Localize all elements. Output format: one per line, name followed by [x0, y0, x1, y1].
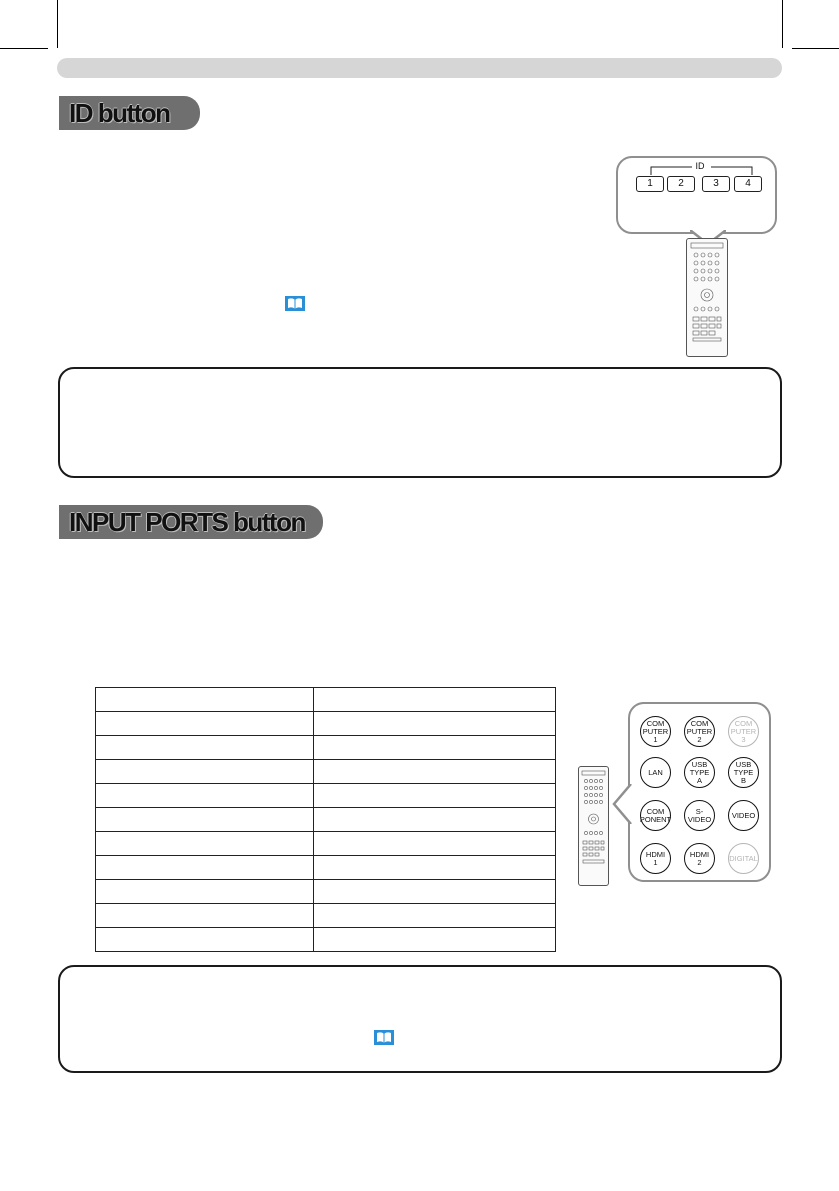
table-row [96, 808, 556, 832]
remote-control-image [578, 766, 609, 886]
remote-buttons-graphic [687, 239, 727, 356]
input-ports-table [95, 687, 556, 952]
table-row [96, 784, 556, 808]
input-port-button-hdmi-2[interactable]: HDMI 2 [684, 843, 715, 874]
input-port-button-com-puter-3[interactable]: COM PUTER 3 [728, 716, 759, 747]
book-reference-icon [285, 296, 305, 311]
input-port-button-lan[interactable]: LAN [640, 757, 671, 788]
id-label: ID [695, 161, 705, 171]
table-row [96, 928, 556, 952]
table-row [96, 736, 556, 760]
table-row [96, 856, 556, 880]
crop-mark [792, 48, 839, 49]
remote-control-image [686, 238, 728, 357]
input-port-button-hdmi-1[interactable]: HDMI 1 [640, 843, 671, 874]
remote-buttons-graphic [579, 767, 608, 885]
id-button-4[interactable]: 4 [734, 176, 762, 192]
table-row [96, 712, 556, 736]
crop-mark [782, 0, 783, 48]
input-port-button-usb-type-b[interactable]: USB TYPE B [728, 757, 759, 788]
id-button-heading: ID button [59, 96, 200, 130]
input-port-button-com-puter-2[interactable]: COM PUTER 2 [684, 716, 715, 747]
table-row [96, 760, 556, 784]
input-port-button-com-puter-1[interactable]: COM PUTER 1 [640, 716, 671, 747]
callout-pointer [612, 784, 632, 824]
header-bar [57, 58, 782, 78]
table-row [96, 880, 556, 904]
note-box [58, 965, 782, 1073]
crop-mark [0, 48, 48, 49]
input-port-button-digital[interactable]: DIGITAL [728, 843, 759, 874]
input-port-button-usb-type-a[interactable]: USB TYPE A [684, 757, 715, 788]
input-port-button-com-ponent[interactable]: COM PONENT [640, 800, 671, 831]
table-row [96, 832, 556, 856]
id-button-3[interactable]: 3 [702, 176, 730, 192]
id-button-2[interactable]: 2 [667, 176, 695, 192]
book-reference-icon [374, 1030, 394, 1045]
input-ports-button-heading: INPUT PORTS button [59, 505, 323, 539]
id-button-1[interactable]: 1 [636, 176, 664, 192]
note-box [58, 367, 782, 478]
input-port-button-video[interactable]: VIDEO [728, 800, 759, 831]
table-row [96, 904, 556, 928]
input-port-button-s-video[interactable]: S-VIDEO [684, 800, 715, 831]
id-bracket [650, 166, 753, 176]
table-header-row [96, 688, 556, 712]
crop-mark [57, 0, 58, 48]
